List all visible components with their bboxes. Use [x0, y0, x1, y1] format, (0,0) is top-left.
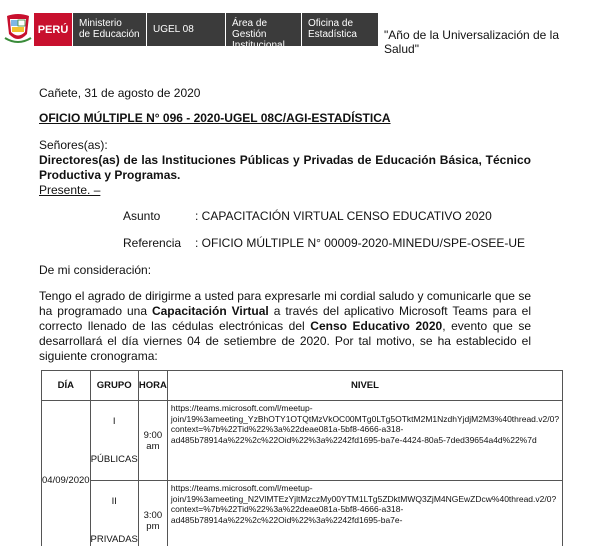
schedule-table: [41, 370, 563, 546]
header-hora: HORA: [138, 371, 167, 401]
presente: Presente. –: [39, 183, 101, 197]
table-row: [42, 481, 563, 546]
ugel-box: UGEL 08: [147, 13, 225, 46]
ministerio-box: Ministerio de Educación: [73, 13, 146, 46]
asunto-row: [123, 209, 492, 224]
body-paragraph: Tengo el agrado de dirigirme a usted para expresarle mi cordial saludo y comunicarle que se ha programado una Capacitación Virtual a través del aplicativo Microsoft Teams para el correcto llenado de las cédulas electrónicas del Censo Educativo 2020, evento que se desarrollará el día viernes 04 de setiembre de 2020. Por tal motivo, se ha establecido el siguiente cronograma:: [39, 289, 532, 363]
peru-label: PERÚ: [34, 13, 72, 46]
teams-link[interactable]: https://teams.microsoft.com/l/meetup-join/19%3ameeting_N2VlMTEzYjltMzczMy00YTM1LTg5ZDktMWQ3ZjM4NGEwZDcw%40thread.v2/0?context=%7b%22Tid%22%3a%22deae081a-5bf8-4666-a318-ad485b78914a%22%2c%22Oid%22%3a%2242fd1695-ba7e-: [167, 481, 562, 546]
letterhead: [0, 0, 594, 58]
year-motto: "Año de la Universalización de la Salud": [384, 28, 560, 56]
asunto-label: Asunto: [123, 209, 161, 223]
referencia-label: Referencia: [123, 236, 182, 250]
table-header-row: [42, 371, 563, 401]
header-nivel: NIVEL: [167, 371, 562, 401]
oficio-number: OFICIO MÚLTIPLE N° 096 - 2020-UGEL 08C/AGI-ESTADÍSTICA: [39, 111, 391, 125]
header-grupo: GRUPO: [90, 371, 138, 401]
censo-bold: Censo Educativo 2020: [310, 319, 443, 333]
hour-cell: 9:00 am: [138, 401, 167, 481]
consideration: De mi consideración:: [39, 263, 152, 277]
header-dia: DÍA: [42, 371, 91, 401]
group-cell: I PÚBLICAS: [90, 401, 138, 481]
group-cell: II PRIVADAS: [90, 481, 138, 546]
teams-link[interactable]: https://teams.microsoft.com/l/meetup-join/19%3ameeting_YzBhOTY1OTQtMzVkOC00MTg0LTg5OTktM2M1NzdhYjdjM2M3%40thread.v2/0?context=%7b%22Tid%22%3a%22deae081a-5bf8-4666-a318-ad485b78914a%22%2c%22Oid%22%3a%2242fd1695-ba7e-4424-80a5-7ded39654a4d%22%7d: [167, 401, 562, 481]
peru-coat-of-arms-icon: [3, 12, 33, 46]
area-gestion-box: Área de Gestión Institucional: [226, 13, 301, 46]
capacitacion-bold: Capacitación Virtual: [151, 304, 269, 318]
oficina-estadistica-box: Oficina de Estadística: [302, 13, 378, 46]
recipients: Directores(as) de las Instituciones Públicas y Privadas de Educación Básica, Técnico Productiva y Programas.: [39, 153, 531, 182]
referencia-value: : OFICIO MÚLTIPLE N° 00009-2020-MINEDU/SPE-OSEE-UE: [195, 236, 525, 250]
hour-cell: 3:00 pm: [138, 481, 167, 546]
letter-date: Cañete, 31 de agosto de 2020: [39, 86, 201, 100]
day-cell: 04/09/2020: [42, 401, 91, 546]
referencia-row: [123, 236, 525, 251]
asunto-value: : CAPACITACIÓN VIRTUAL CENSO EDUCATIVO 2020: [195, 209, 492, 223]
salutation: Señores(as):: [39, 138, 108, 152]
table-row: [42, 401, 563, 481]
